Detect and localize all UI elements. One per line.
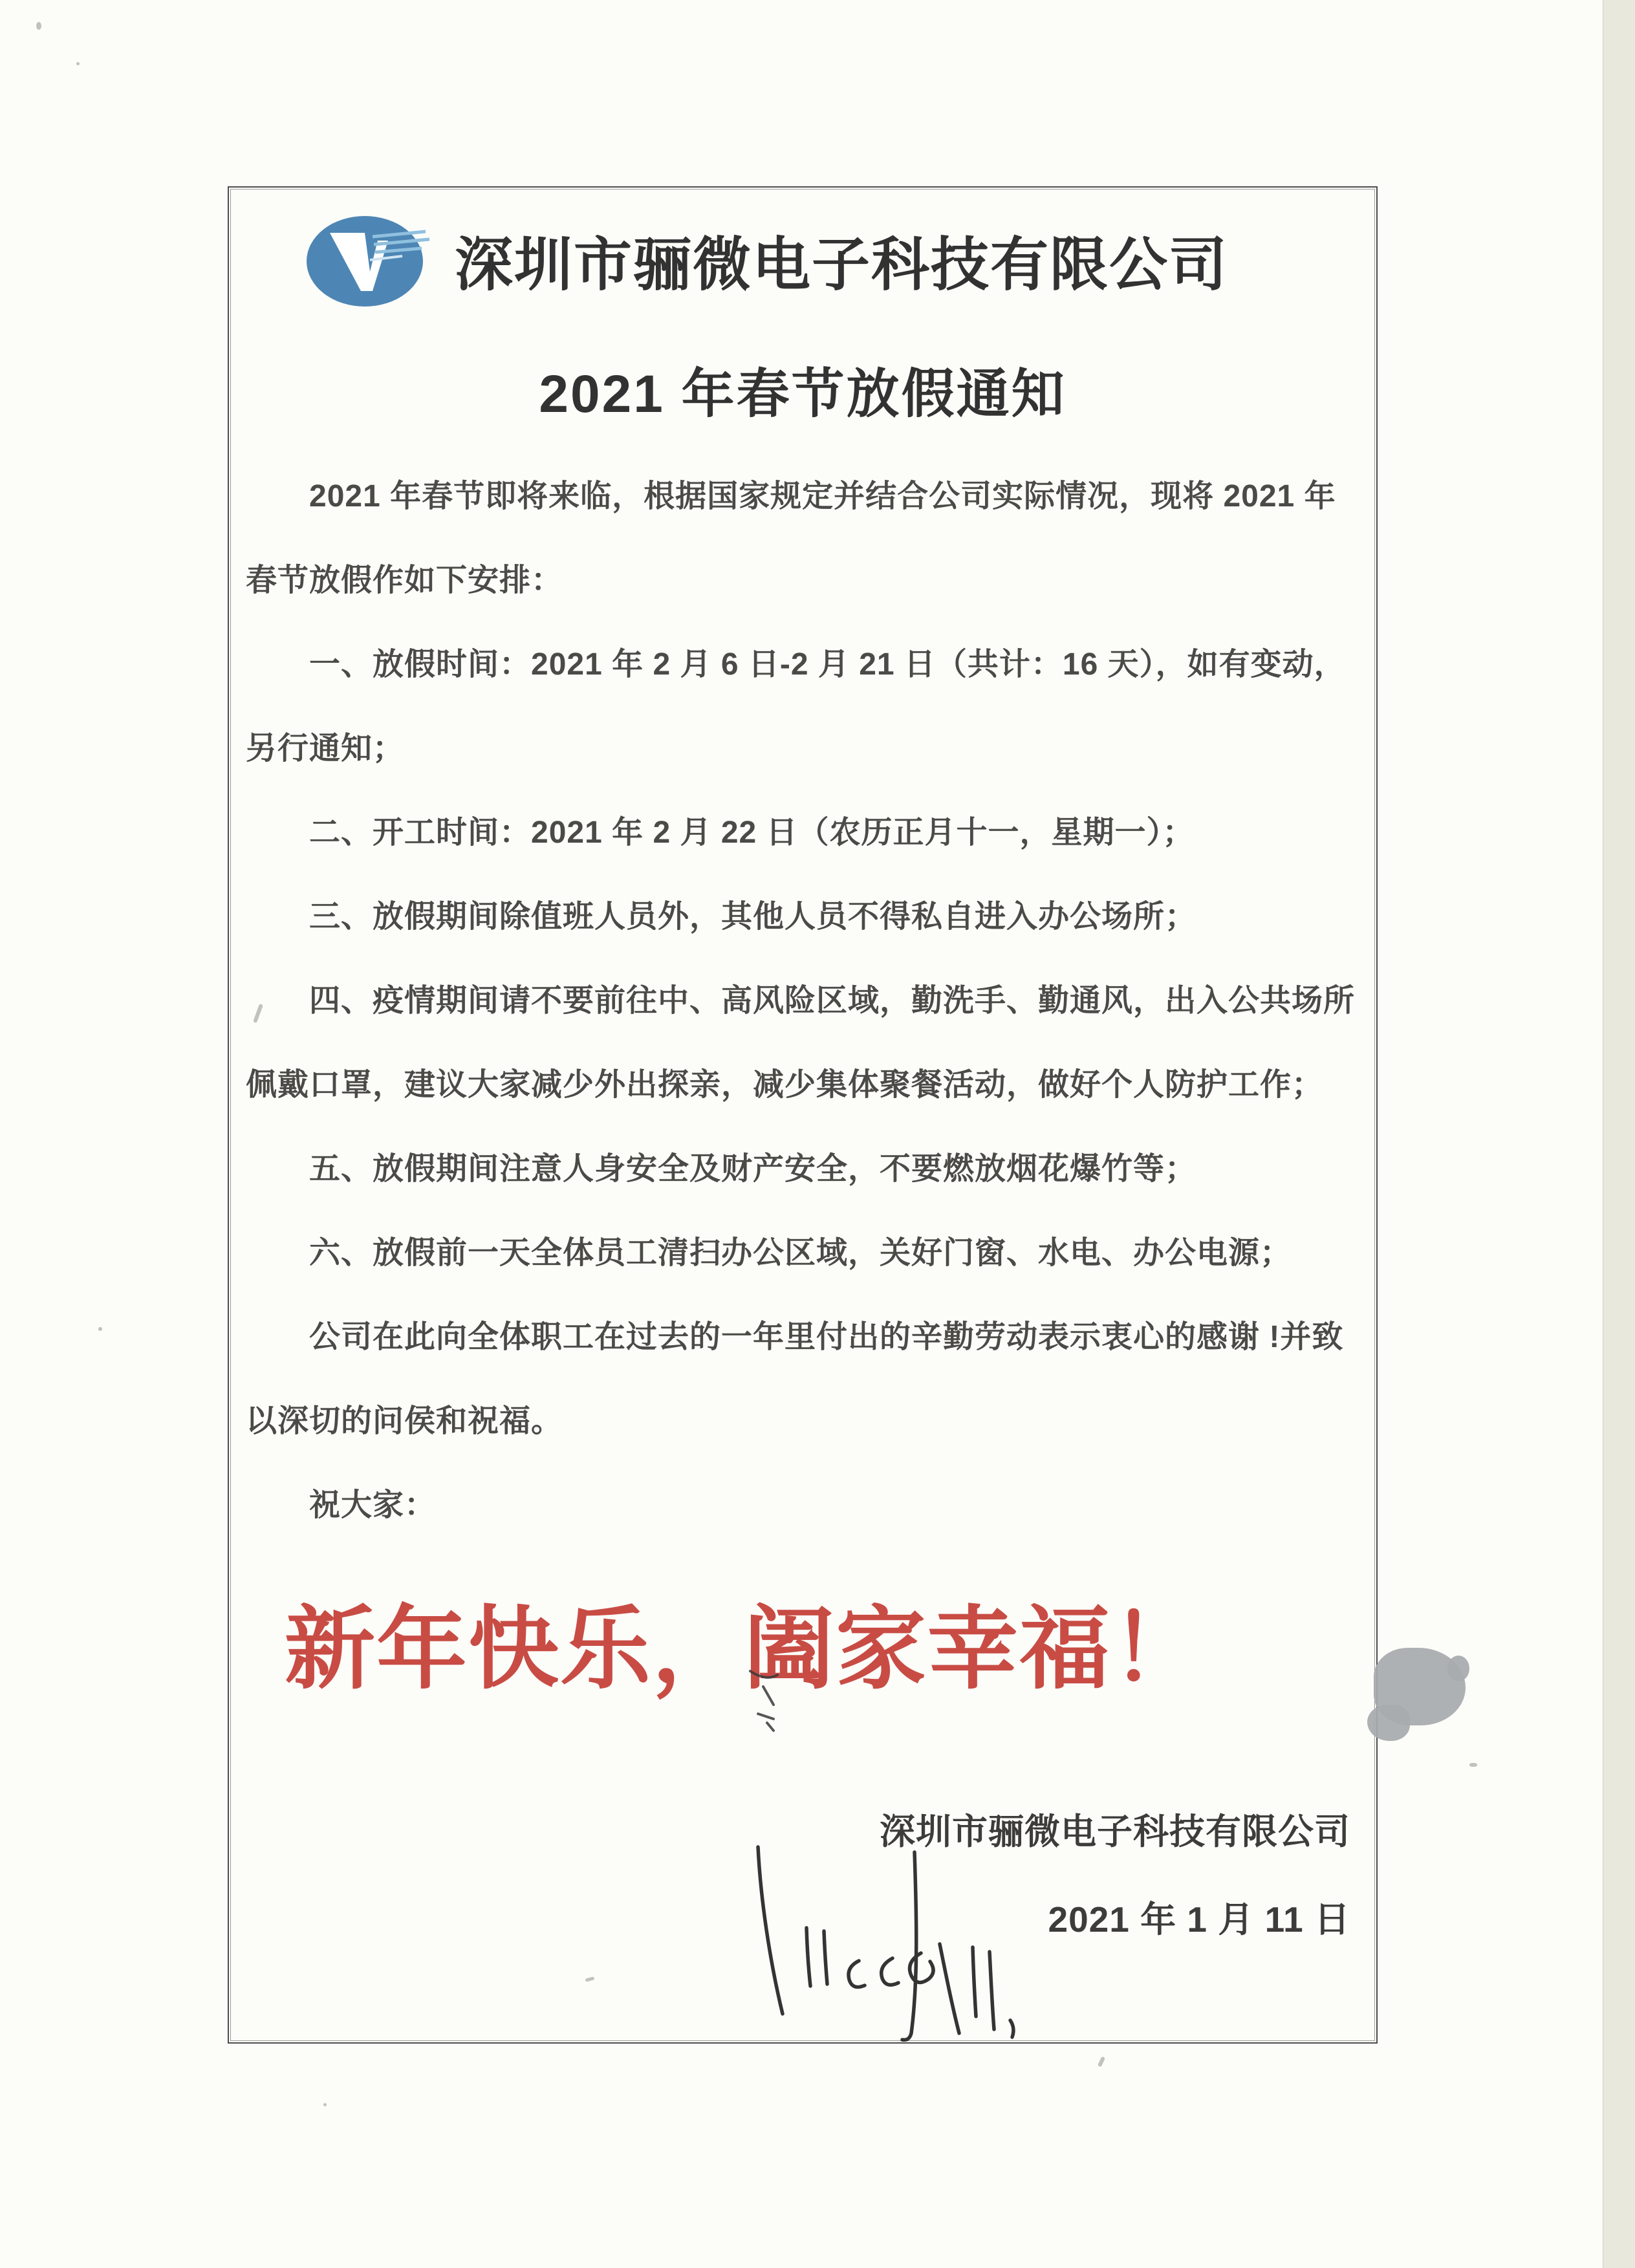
wish-lead-line: 祝大家： xyxy=(309,1488,437,1522)
handwritten-signature xyxy=(745,1841,1030,2054)
intro-line-2: 春节放假作如下安排： xyxy=(246,563,563,598)
item1-line-1: 一、放假时间：2021 年 2 月 6 日-2 月 21 日（共计：16 天），如有变动， xyxy=(309,647,1346,682)
new-year-greeting: 新年快乐，阖家幸福！ xyxy=(285,1596,1204,1702)
scan-speck xyxy=(1469,1763,1477,1767)
item6-line: 六、放假前一天全体员工清扫办公区域，关好门窗、水电、办公电源； xyxy=(309,1236,1292,1270)
item4-line-1: 四、疫情期间请不要前往中、高风险区域，勤洗手、勤通风，出入公共场所 xyxy=(309,984,1356,1018)
scan-smudge-blob xyxy=(1367,1705,1410,1741)
intro-line-1: 2021 年春节即将来临，根据国家规定并结合公司实际情况，现将 2021 年 xyxy=(309,479,1336,513)
scan-speck xyxy=(1098,2056,1105,2067)
signoff-company-name: 深圳市骊微电子科技有限公司 xyxy=(879,1811,1350,1852)
item1-line-2: 另行通知； xyxy=(246,731,405,766)
scan-smudge-blob xyxy=(1447,1656,1469,1681)
scan-speck xyxy=(36,22,41,30)
company-name-header: 深圳市骊微电子科技有限公司 xyxy=(455,233,1228,297)
signoff-date: 2021 年 1 月 11 日 xyxy=(1048,1899,1350,1939)
ink-smudge-mark xyxy=(741,1663,793,1734)
closing-line-2: 以深切的问侯和祝福。 xyxy=(246,1404,563,1438)
item4-line-2: 佩戴口罩，建议大家减少外出探亲，减少集体聚餐活动，做好个人防护工作； xyxy=(246,1068,1324,1102)
scanner-edge-strip xyxy=(1603,0,1635,2268)
scan-speck xyxy=(76,62,80,65)
document-border-frame xyxy=(228,186,1378,2044)
notice-title: 2021 年春节放假通知 xyxy=(539,365,1067,424)
item3-line: 三、放假期间除值班人员外，其他人员不得私自进入办公场所； xyxy=(309,900,1197,934)
closing-line-1: 公司在此向全体职工在过去的一年里付出的辛勤劳动表示衷心的感谢 !并致 xyxy=(309,1320,1344,1354)
scan-speck xyxy=(323,2103,327,2106)
scan-speck xyxy=(98,1327,102,1331)
item5-line: 五、放假期间注意人身安全及财产安全，不要燃放烟花爆竹等； xyxy=(309,1152,1197,1186)
item2-line: 二、开工时间：2021 年 2 月 22 日（农历正月十一，星期一）； xyxy=(309,815,1195,850)
